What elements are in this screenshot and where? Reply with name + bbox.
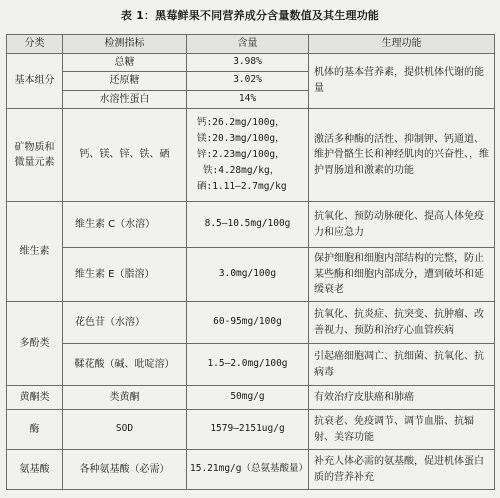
- amount-line: 镁:20.3mg/100g，: [197, 132, 285, 144]
- amount-cell: 14%: [187, 90, 309, 109]
- table-title: 表 1：黑莓鲜果不同营养成分含量数值及其生理功能: [120, 9, 380, 22]
- function-cell: 机体的基本营养素，提供机体代谢的能量: [309, 53, 495, 109]
- amount-cell: 15.21mg/g（总氨基酸量）: [187, 450, 309, 490]
- indicator-cell: 还原糖: [63, 72, 187, 91]
- indicator-cell: 维生素 C（水溶）: [63, 202, 187, 248]
- indicator-cell: 鞣花酸（碱、吡啶溶）: [63, 344, 187, 386]
- amount-cell: 3.98%: [187, 53, 309, 72]
- table-header-row: [7, 35, 495, 54]
- amount-cell: 50mg/g: [187, 386, 309, 410]
- category-cell: 黄酮类: [7, 386, 63, 410]
- category-cell: 矿物质和微量元素: [7, 109, 63, 202]
- table-row: [7, 248, 495, 302]
- amount-cell: 60-95mg/100g: [187, 302, 309, 344]
- category-cell: 基本组分: [7, 53, 63, 109]
- category-cell: 酶: [7, 410, 63, 450]
- indicator-cell: 各种氨基酸（必需）: [63, 450, 187, 490]
- amount-cell: 8.5—10.5mg/100g: [187, 202, 309, 248]
- amount-line: 钙:26.2mg/100g，: [197, 116, 285, 128]
- indicator-cell: 类黄酮: [63, 386, 187, 410]
- category-cell: 多酚类: [7, 302, 63, 386]
- table-row: [7, 344, 495, 386]
- function-cell: 抗氧化、预防动脉硬化、提高人体免疫力和应急力: [309, 202, 495, 248]
- table-row: [7, 450, 495, 490]
- function-cell: 引起癌细胞凋亡、抗细菌、抗氧化、抗病毒: [309, 344, 495, 386]
- amount-line: 锌:2.23mg/100g，: [197, 148, 285, 160]
- indicator-cell: SOD: [63, 410, 187, 450]
- amount-cell: [187, 109, 309, 202]
- amount-cell: 3.02%: [187, 72, 309, 91]
- function-cell: 抗衰老、免疫调节、调节血脂、抗辐射、美容功能: [309, 410, 495, 450]
- function-cell: 补充人体必需的氨基酸，促进机体蛋白质的营养补充: [309, 450, 495, 490]
- table-row: [7, 410, 495, 450]
- amount-line: 铁:4.28mg/kg，: [203, 165, 280, 177]
- amount-cell: 1579—2151ug/g: [187, 410, 309, 450]
- category-cell: 维生素: [7, 202, 63, 302]
- table-row: [7, 302, 495, 344]
- nutrition-table: [6, 34, 495, 490]
- table-row: [7, 202, 495, 248]
- table-row: [7, 386, 495, 410]
- header-amount: 含量: [187, 35, 309, 54]
- amount-line: 硒:1.11—2.7mg/kg: [197, 181, 287, 193]
- indicator-cell: 维生素 E（脂溶）: [63, 248, 187, 302]
- function-cell: 有效治疗皮肤癌和肺癌: [309, 386, 495, 410]
- header-function: 生理功能: [309, 35, 495, 54]
- indicator-cell: 钙、镁、锌、铁、硒: [63, 109, 187, 202]
- function-cell: 激活多种酶的活性、抑制钾、钙通道、维护骨骼生长和神经肌肉的兴奋性、，维护胃肠道和激素的功能: [309, 109, 495, 202]
- function-cell: 抗氧化、抗炎症、抗突变、抗肿瘤、改善视力、预防和治疗心血管疾病: [309, 302, 495, 344]
- amount-cell: 1.5—2.0mg/100g: [187, 344, 309, 386]
- header-category: 分类: [7, 35, 63, 54]
- indicator-cell: 水溶性蛋白: [63, 90, 187, 109]
- table-row: [7, 109, 495, 202]
- function-cell: 保护细胞和细胞内部结构的完整，防止某些酶和细胞内部成分，遭到破坏和延缓衰老: [309, 248, 495, 302]
- table-row: [7, 53, 495, 72]
- amount-cell: 3.0mg/100g: [187, 248, 309, 302]
- category-cell: 氨基酸: [7, 450, 63, 490]
- header-indicator: 检测指标: [63, 35, 187, 54]
- indicator-cell: 花色苷（水溶）: [63, 302, 187, 344]
- indicator-cell: 总糖: [63, 53, 187, 72]
